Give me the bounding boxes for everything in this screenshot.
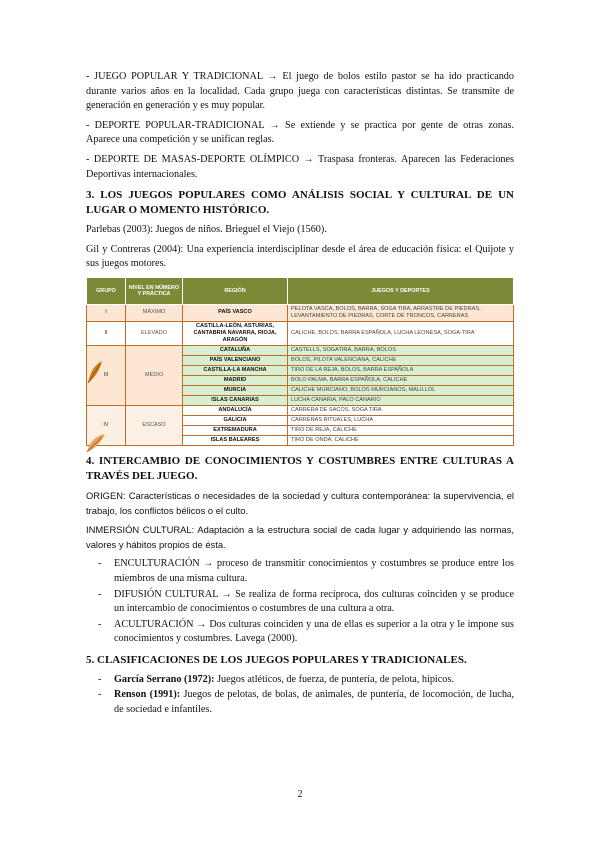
level-cell: ELEVADO — [126, 321, 183, 345]
paragraph-inmersion: INMERSIÓN CULTURAL: Adaptación a la estructura social de cada lugar y adquiriendo las normas, valores y hábitos propios de ésta. — [86, 524, 514, 550]
paragraph-deporte-popular: - DEPORTE POPULAR-TRADICIONAL → Se extiende y se practica por gente de otras zonas. Aparece una competición y se unifican reglas. — [86, 119, 514, 146]
games-cell: LUCHA CANARIA, PALO CANARIO — [288, 395, 514, 405]
classification-text: Juegos atléticos, de fuerza, de puntería, de pelota, hípicos. — [214, 673, 454, 685]
paragraph-origen: ORIGEN: Características o necesidades de la sociedad y cultura contemporánea: la supervivencia, el trabajo, los conflictos bélicos o el culto. — [86, 489, 514, 516]
games-cell: CARRERA DE SACOS, SOGA TIRA — [288, 405, 514, 415]
list-item: - DIFUSIÓN CULTURAL → Se realiza de forma recíproca, dos culturas coinciden y se produce un intercambio de conocimientos o costumbres de una cultura a otra. — [114, 588, 514, 617]
autumn-leaf-icon — [86, 432, 106, 454]
list-item: - ACULTURACIÓN → Dos culturas coinciden y una de ellas es superior a la otra y le impone sus conocimientos y costumbres. Lavega (2000). — [114, 618, 514, 647]
table-header-region: REGIÓN — [183, 277, 288, 304]
table-row — [87, 345, 514, 355]
level-cell: ESCASO — [126, 405, 183, 445]
region-cell: GALICIA — [183, 415, 288, 425]
classification-text: Juegos de pelotas, de bolas, de animales, de puntería, de locomoción, de lucha, de sociedad e infantiles. — [114, 689, 514, 716]
level-cell: MÁXIMO — [126, 304, 183, 321]
region-cell: PAÍS VASCO — [183, 304, 288, 321]
classification-list — [86, 673, 514, 718]
reference-gil-contreras: Gil y Contreras (2004): Una experiencia interdisciplinar desde el área de educación física: el Quijote y sus juegos motores. — [86, 243, 514, 270]
region-cell: MADRID — [183, 375, 288, 385]
section-4-heading: 4. INTERCAMBIO DE CONOCIMIENTOS Y COSTUMBRES ENTRE CULTURAS A TRAVÉS DEL JUEGO. — [86, 454, 514, 482]
region-cell: EXTREMADURA — [183, 425, 288, 435]
page-content — [86, 70, 514, 722]
table-row — [87, 321, 514, 345]
games-cell: CALICHE, BOLOS, BARRA ESPAÑOLA, LUCHA LEONESA, SOGA-TIRA — [288, 321, 514, 345]
page-number: 2 — [297, 789, 303, 800]
section-5-heading: 5. CLASIFICACIONES DE LOS JUEGOS POPULARES Y TRADICIONALES. — [86, 653, 467, 666]
cultural-exchange-list — [86, 557, 514, 647]
games-cell: TIRO DE ONDA, CALICHE — [288, 435, 514, 445]
list-item: - ENCULTURACIÓN → proceso de transmitir conocimientos y costumbres se produce entre los miembros de una misma cultura. — [114, 557, 514, 586]
region-cell: MURCIA — [183, 385, 288, 395]
author-name: García Serrano (1972): — [114, 673, 215, 685]
group-cell: I — [87, 304, 126, 321]
games-cell: BOLOS, PILOTA VALENCIANA, CALICHE — [288, 355, 514, 365]
region-cell: ISLAS CANARIAS — [183, 395, 288, 405]
region-cell: CATALUÑA — [183, 345, 288, 355]
paragraph-juego-popular: - JUEGO POPULAR Y TRADICIONAL → El juego de bolos estilo pastor se ha ido practicando durante varios años en la localidad. Cada grupo juega con características distintas. Se transmite de generación en generación y es muy popular. — [86, 71, 514, 112]
games-cell: CASTELLS, SOGATIRA, BARRA, BOLOS — [288, 345, 514, 355]
list-item — [114, 688, 514, 717]
table-row — [87, 304, 514, 321]
games-cell: PELOTA VASCA, BOLOS, BARRA, SOGA TIRA, ARRASTRE DE PIEDRAS, LEVANTAMIENTO DE PIEDRAS, CORTE DE TRONCOS, CARRERAS — [288, 304, 514, 321]
region-cell: ANDALUCÍA — [183, 405, 288, 415]
section-3-heading: 3. LOS JUEGOS POPULARES COMO ANÁLISIS SOCIAL Y CULTURAL DE UN LUGAR O MOMENTO HISTÓRICO. — [86, 189, 514, 217]
author-name: Renson (1991): — [114, 689, 181, 701]
list-item — [114, 673, 514, 688]
region-cell: CASTILLA-LA MANCHA — [183, 365, 288, 375]
games-cell: CALICHE MURCIANO, BOLOS MURCIANOS, MALILLOL — [288, 385, 514, 395]
table-row — [87, 405, 514, 415]
group-cell: III — [87, 345, 126, 405]
table-header-grupo: GRUPO — [87, 277, 126, 304]
games-cell: TIRO DE LA REJA, BOLOS, BARRA ESPAÑOLA — [288, 365, 514, 375]
group-cell: IV — [87, 405, 126, 445]
group-cell: II — [87, 321, 126, 345]
games-cell: TIRO DE REJA, CALICHE — [288, 425, 514, 435]
region-cell: PAÍS VALENCIANO — [183, 355, 288, 365]
region-cell: CASTILLA-LEÓN, ASTURIAS, CANTABRIA NAVARRA, RIOJA, ARAGÓN — [183, 321, 288, 345]
table-header-juegos: JUEGOS Y DEPORTES — [288, 277, 514, 304]
region-cell: ISLAS BALEARES — [183, 435, 288, 445]
games-cell: CARRERAS RITUALES, LUCHA — [288, 415, 514, 425]
games-cell: BOLO PALMA, BARRA ESPAÑOLA, CALICHE — [288, 375, 514, 385]
autumn-leaf-icon — [86, 359, 104, 385]
table-header-nivel: NIVEL EN NÚMERO Y PRÁCTICA — [126, 277, 183, 304]
regions-games-table — [86, 277, 514, 446]
paragraph-deporte-masas: - DEPORTE DE MASAS-DEPORTE OLÍMPICO → Traspasa fronteras. Aparecen las Federaciones Deportivas internacionales. — [86, 153, 514, 180]
reference-parlebas: Parlebas (2003): Juegos de niños. Brieguel el Viejo (1560). — [86, 224, 327, 236]
level-cell: MEDIO — [126, 345, 183, 405]
